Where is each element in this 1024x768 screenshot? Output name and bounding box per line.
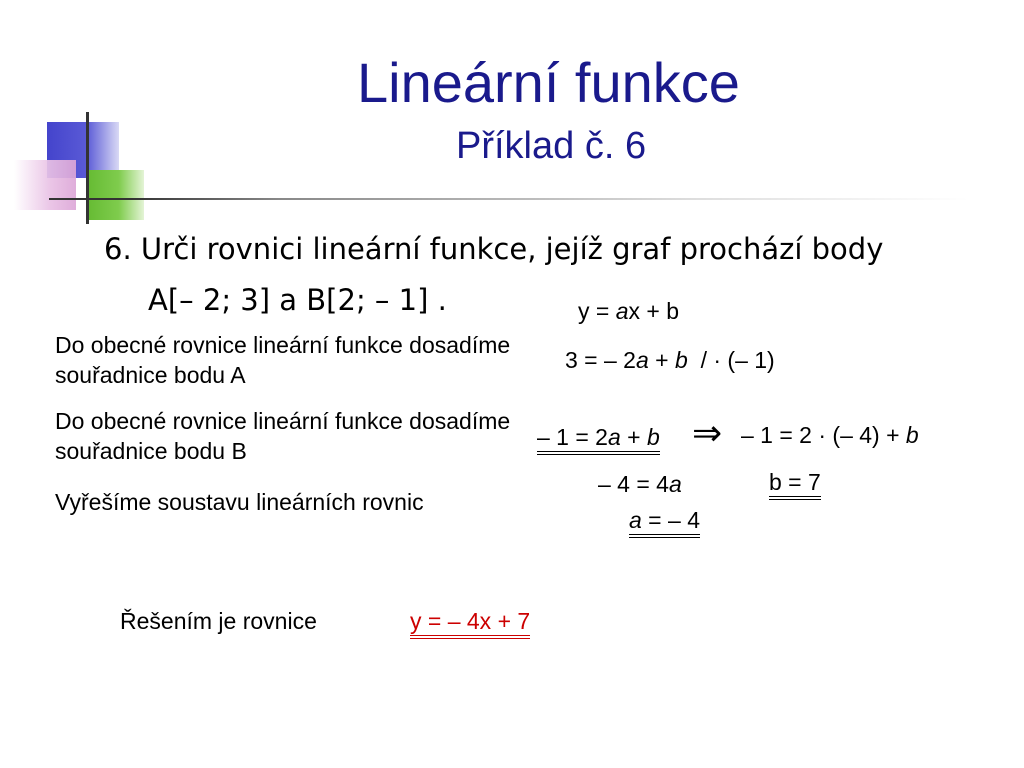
equation-sum: – 4 = 4a — [598, 471, 682, 497]
task-text-line1: 6. Urči rovnici lineární funkce, jejíž graf prochází body — [104, 232, 884, 266]
solution-label: Řešením je rovnice — [120, 608, 317, 634]
task-text-line2: A[– 2; 3] a B[2; – 1] . — [148, 283, 447, 317]
logo-vertical-line — [86, 112, 89, 224]
result-b: b = 7 — [769, 469, 821, 496]
slide-subtitle: Příklad č. 6 — [456, 125, 647, 167]
logo-pink-square — [14, 160, 76, 210]
implies-arrow: ⇒ — [692, 413, 723, 454]
title-divider-line — [49, 198, 969, 200]
result-a: a = – 4 — [629, 507, 700, 534]
solution-equation: y = – 4x + 7 — [410, 608, 530, 635]
equation-substitution: – 1 = 2 · (– 4) + b — [741, 422, 919, 448]
note-system: Vyřešíme soustavu lineárních rovnic — [55, 489, 424, 515]
logo-green-square — [88, 170, 144, 220]
equation-general: y = ax + b — [578, 298, 680, 324]
slide-title: Lineární funkce — [357, 51, 740, 114]
note-point-a: Do obecné rovnice lineární funkce dosadíme souřadnice bodu A — [55, 332, 511, 388]
equation-point-a: 3 = – 2a + b / · (– 1) — [565, 347, 775, 373]
equation-point-b: – 1 = 2a + b — [537, 424, 660, 451]
note-point-b: Do obecné rovnice lineární funkce dosadíme souřadnice bodu B — [55, 408, 511, 464]
